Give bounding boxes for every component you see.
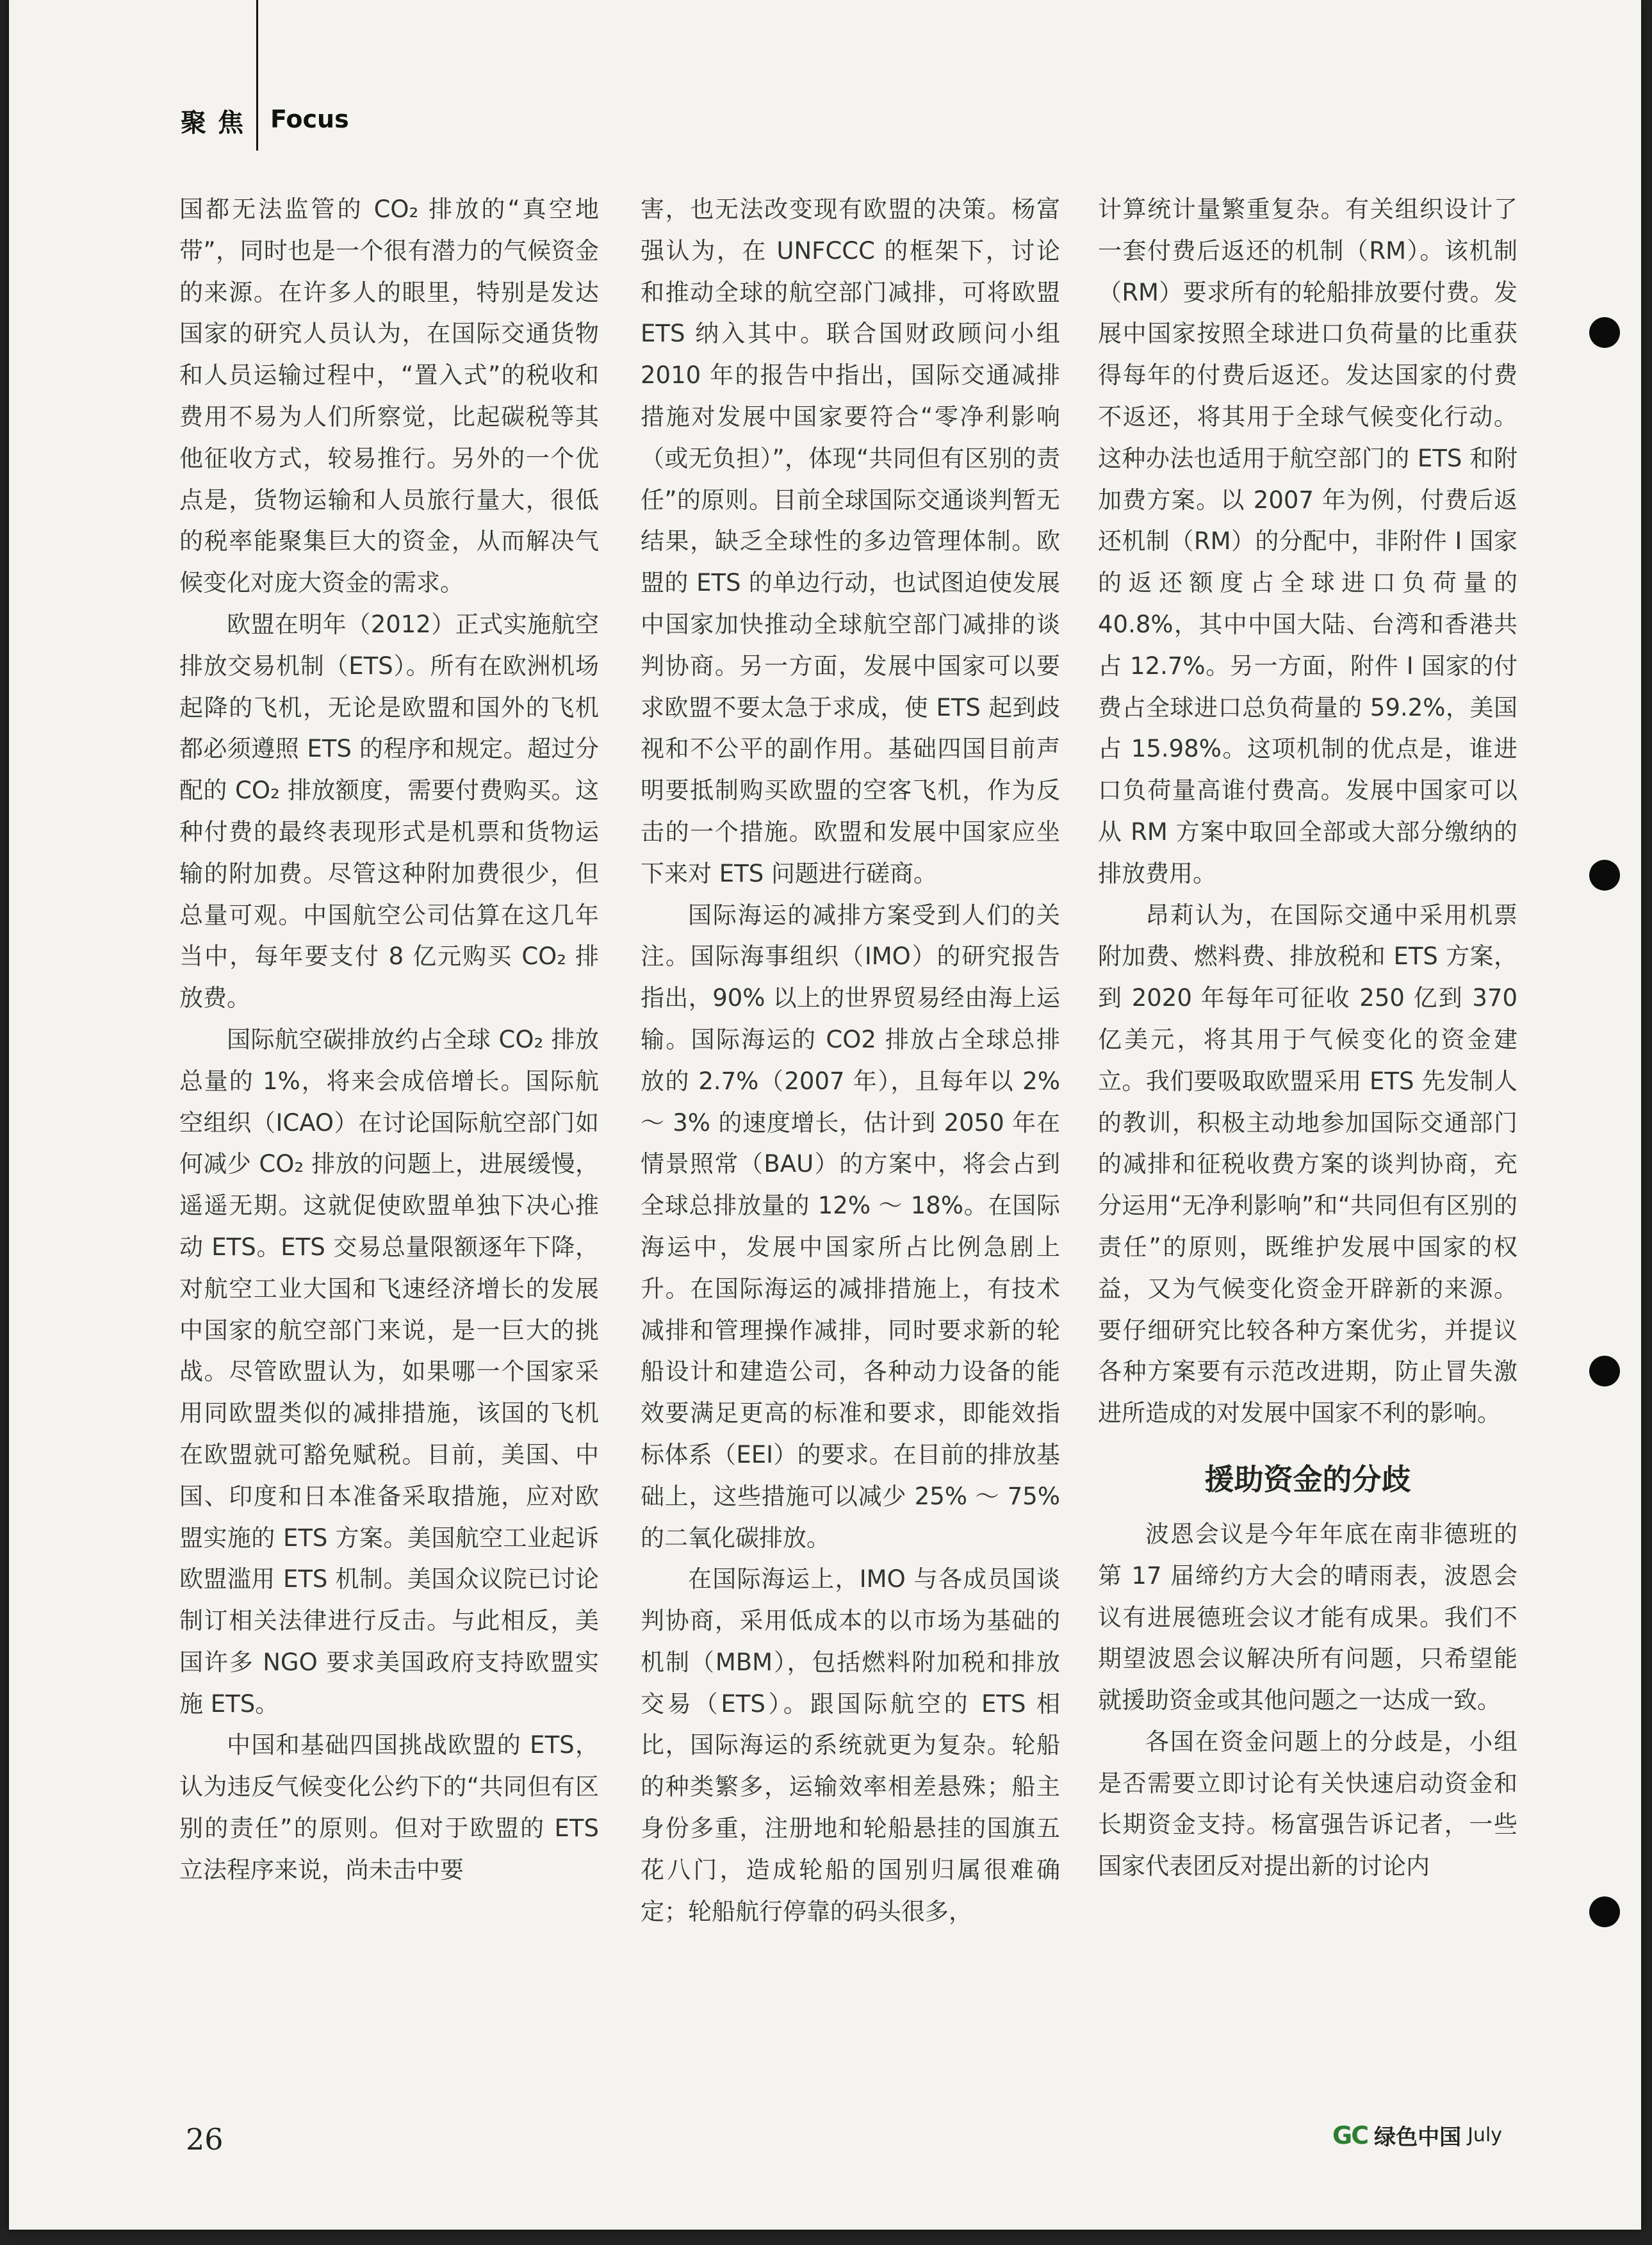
gc-logo-icon: GC — [1332, 2121, 1368, 2150]
paragraph: 各国在资金问题上的分歧是，小组是否需要立即讨论有关快速启动资金和长期资金支持。杨富强告诉记者，一些国家代表团反对提出新的讨论内 — [1098, 1727, 1517, 1880]
text-column-3 — [1098, 189, 1517, 1887]
paragraph: 国际航空碳排放约占全球 CO₂ 排放总量的 1%，将来会成倍增长。国际航空组织（ICAO）在讨论国际航空部门如何减少 CO₂ 排放的问题上，进展缓慢，遥遥无期。这就促使欧盟单独下决心推动 ETS。ETS 交易总量限额逐年下降，对航空工业大国和飞速经济增长的发展中国家的航空部门来说，是一巨大的挑战。尽管欧盟认为，如果哪一个国家采用同欧盟类似的减排措施，该国的飞机在欧盟就可豁免赋税。目前，美国、中国、印度和日本准备采取措施，应对欧盟实施的 ETS 方案。美国航空工业起诉欧盟滥用 ETS 机制。美国众议院已讨论制订相关法律进行反击。与此相反，美国许多 NGO 要求美国政府支持欧盟实施 ETS。 — [179, 1025, 599, 1718]
paragraph: 昂莉认为，在国际交通中采用机票附加费、燃料费、排放税和 ETS 方案，到 2020 年每年可征收 250 亿到 370 亿美元，将其用于气候变化的资金建立。我们要吸取欧盟采用 ETS 先发制人的教训，积极主动地参加国际交通部门的减排和征税收费方案的谈判协商，充分运用“无净利影响”和“共同但有区别的责任”的原则，既维护发展中国家的权益，又为气候变化资金开辟新的来源。要仔细研究比较各种方案优劣，并提议各种方案要有示范改进期，防止冒失激进所造成的对发展中国家不利的影响。 — [1098, 901, 1517, 1427]
paragraph: 害，也无法改变现有欧盟的决策。杨富强认为，在 UNFCCC 的框架下，讨论和推动全球的航空部门减排，可将欧盟 ETS 纳入其中。联合国财政顾问小组 2010 年的报告中指出，国际交通减排措施对发展中国家要符合“零净利影响（或无负担）”，体现“共同但有区别的责任”的原则。目前全球国际交通谈判暂无结果，缺乏全球性的多边管理体制。欧盟的 ETS 的单边行动，也试图迫使发展中国家加快推动全球航空部门减排的谈判协商。另一方面，发展中国家可以要求欧盟不要太急于求成，使 ETS 起到歧视和不公平的副作用。基础四国目前声明要抵制购买欧盟的空客飞机，作为反击的一个措施。欧盟和发展中国家应坐下来对 ETS 问题进行磋商。 — [641, 195, 1060, 887]
text-column-2 — [641, 189, 1060, 1932]
magazine-page — [9, 0, 1641, 2230]
paragraph: 在国际海运上，IMO 与各成员国谈判协商，采用低成本的以市场为基础的机制（MBM），包括燃料附加税和排放交易（ETS）。跟国际航空的 ETS 相比，国际海运的系统就更为复杂。轮船的种类繁多，运输效率相差悬殊；船主身份多重，注册地和轮船悬挂的国旗五花八门，造成轮船的国别归属很难确定；轮船航行停靠的码头很多， — [641, 1565, 1060, 1925]
text-column-3-body — [1098, 189, 1517, 1435]
paragraph: 波恩会议是今年年底在南非德班的第 17 届缔约方大会的晴雨表，波恩会议有进展德班会议才能有成果。我们不期望波恩会议解决所有问题，只希望能就援助资金或其他问题之一达成一致。 — [1098, 1520, 1517, 1715]
text-column-1 — [179, 189, 599, 1891]
page-number: 26 — [186, 2122, 224, 2157]
paragraph: 国际海运的减排方案受到人们的关注。国际海事组织（IMO）的研究报告指出，90% 以上的世界贸易经由海上运输。国际海运的 CO2 排放占全球总排放的 2.7%（2007 年），且每年以 2% ～ 3% 的速度增长，估计到 2050 年在情景照常（BAU）的方案中，将会占到全球总排放量的 12% ～ 18%。在国际海运中，发展中国家所占比例急剧上升。在国际海运的减排措施上，有技术减排和管理操作减排，同时要求新的轮船设计和建造公司，各种动力设备的能效要满足更高的标准和要求，即能效指标体系（EEI）的要求。在目前的排放基础上，这些措施可以减少 25% ～ 75% 的二氧化碳排放。 — [641, 901, 1060, 1552]
section-name-en: Focus — [270, 105, 349, 133]
magazine-title: 绿色中国 — [1374, 2125, 1462, 2150]
paragraph: 国都无法监管的 CO₂ 排放的“真空地带”，同时也是一个很有潜力的气候资金的来源。在许多人的眼里，特别是发达国家的研究人员认为，在国际交通货物和人员运输过程中，“置入式”的税收和费用不易为人们所察觉，比起碳税等其他征收方式，较易推行。另外的一个优点是，货物运输和人员旅行量大，很低的税率能聚集巨大的资金，从而解决气候变化对庞大资金的需求。 — [179, 195, 599, 597]
magazine-footer — [1332, 2119, 1502, 2151]
section-heading: 援助资金的分歧 — [1204, 1461, 1411, 1497]
binder-hole-icon — [1589, 860, 1620, 891]
binder-hole-icon — [1589, 1356, 1620, 1386]
section-name-cn: 聚焦 — [181, 108, 255, 138]
paragraph: 中国和基础四国挑战欧盟的 ETS，认为违反气候变化公约下的“共同但有区别的责任”的原则。但对于欧盟的 ETS 立法程序来说，尚未击中要 — [179, 1731, 599, 1884]
binder-hole-icon — [1589, 1896, 1620, 1927]
issue-month: July — [1468, 2124, 1503, 2146]
paragraph: 计算统计量繁重复杂。有关组织设计了一套付费后返还的机制（RM）。该机制（RM）要求所有的轮船排放要付费。发展中国家按照全球进口负荷量的比重获得每年的付费后返还。发达国家的付费不返还，将其用于全球气候变化行动。这种办法也适用于航空部门的 ETS 和附加费方案。以 2007 年为例，付费后返还机制（RM）的分配中，非附件 I 国家的返还额度占全球进口负荷量的 40.8%，其中中国大陆、台湾和香港共占 12.7%。另一方面，附件 I 国家的付费占全球进口总负荷量的 59.2%，美国占 15.98%。这项机制的优点是，谁进口负荷量高谁付费高。发展中国家可以从 RM 方案中取回全部或大部分缴纳的排放费用。 — [1098, 195, 1517, 887]
header-spine-line — [256, 0, 258, 151]
binder-hole-icon — [1589, 317, 1620, 348]
section-body — [1098, 1514, 1517, 1887]
paragraph: 欧盟在明年（2012）正式实施航空排放交易机制（ETS）。所有在欧洲机场起降的飞机，无论是欧盟和国外的飞机都必须遵照 ETS 的程序和规定。超过分配的 CO₂ 排放额度，需要付费购买。这种付费的最终表现形式是机票和货物运输的附加费。尽管这种附加费很少，但总量可观。中国航空公司估算在这几年当中，每年要支付 8 亿元购买 CO₂ 排放费。 — [179, 610, 599, 1012]
